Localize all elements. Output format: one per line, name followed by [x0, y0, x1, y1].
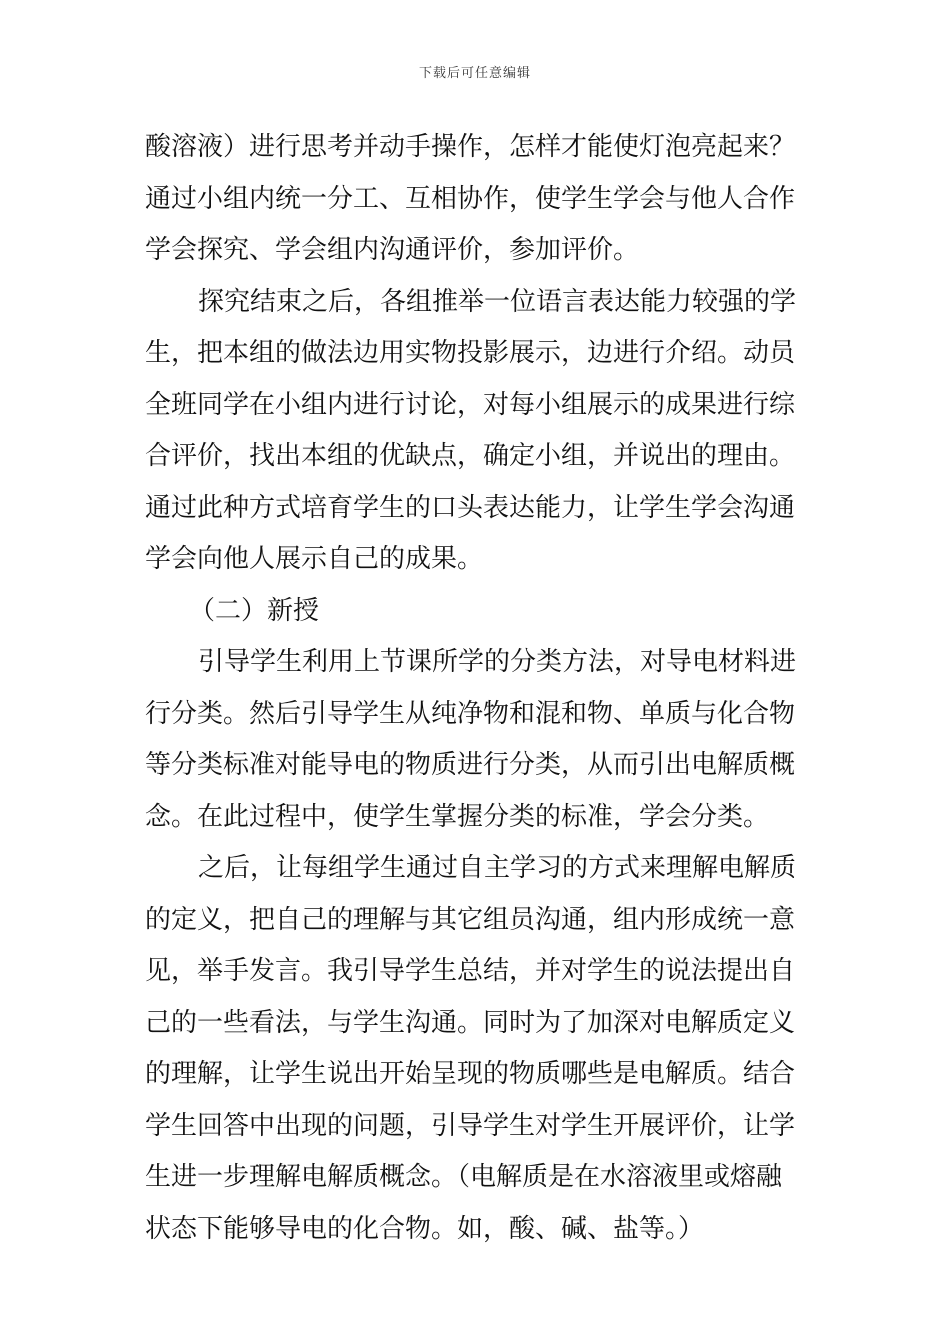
paragraph-start-line: 探究结束之后，各组推举一位语言表达能力较强的学	[198, 286, 797, 317]
text-line: 己的一些看法，与学生沟通。同时为了加深对电解质定义	[145, 1007, 796, 1038]
text-line: 酸溶液）进行思考并动手操作，怎样才能使灯泡亮起来？	[145, 132, 796, 162]
text-line: 状态下能够导电的化合物。如，酸、碱、盐等。）	[145, 1213, 705, 1244]
text-line: 等分类标准对能导电的物质进行分类，从而引出电解质概	[145, 750, 796, 780]
text-line: 全班同学在小组内进行讨论，对每小组展示的成果进行综	[145, 389, 796, 420]
text-line: 生，把本组的做法边用实物投影展示，边进行介绍。动员	[145, 338, 796, 368]
paragraph-start-line: 之后，让每组学生通过自主学习的方式来理解电解质	[198, 853, 797, 883]
text-line: 见，举手发言。我引导学生总结，并对学生的说法提出自	[145, 956, 796, 986]
text-line: 的定义，把自己的理解与其它组员沟通，组内形成统一意	[145, 904, 796, 935]
text-line: 通过小组内统一分工、互相协作，使学生学会与他人合作	[145, 183, 796, 214]
text-line: 的理解，让学生说出开始呈现的物质哪些是电解质。结合	[145, 1059, 796, 1089]
text-line: 学会探究、学会组内沟通评价，参加评价。	[145, 235, 640, 265]
paragraph-start-line: 引导学生利用上节课所学的分类方法，对导电材料进	[198, 647, 797, 677]
text-line: 学生回答中出现的问题，引导学生对学生开展评价，让学	[145, 1110, 796, 1141]
text-line: 念。在此过程中，使学生掌握分类的标准，学会分类。	[145, 801, 770, 832]
text-line: 行分类。然后引导学生从纯净物和混和物、单质与化合物	[145, 698, 796, 729]
text-line: 通过此种方式培育学生的口头表达能力，让学生学会沟通	[145, 492, 796, 523]
text-line: 合评价，找出本组的优缺点，确定小组，并说出的理由。	[145, 441, 796, 471]
text-line: 学会向他人展示自己的成果。	[145, 544, 484, 574]
document-body	[145, 122, 810, 1255]
page-header: 下载后可任意编辑	[418, 66, 531, 81]
text-line: 生进一步理解电解质概念。（电解质是在水溶液里或熔融	[145, 1162, 783, 1192]
section-heading: （二）新授	[189, 595, 320, 626]
